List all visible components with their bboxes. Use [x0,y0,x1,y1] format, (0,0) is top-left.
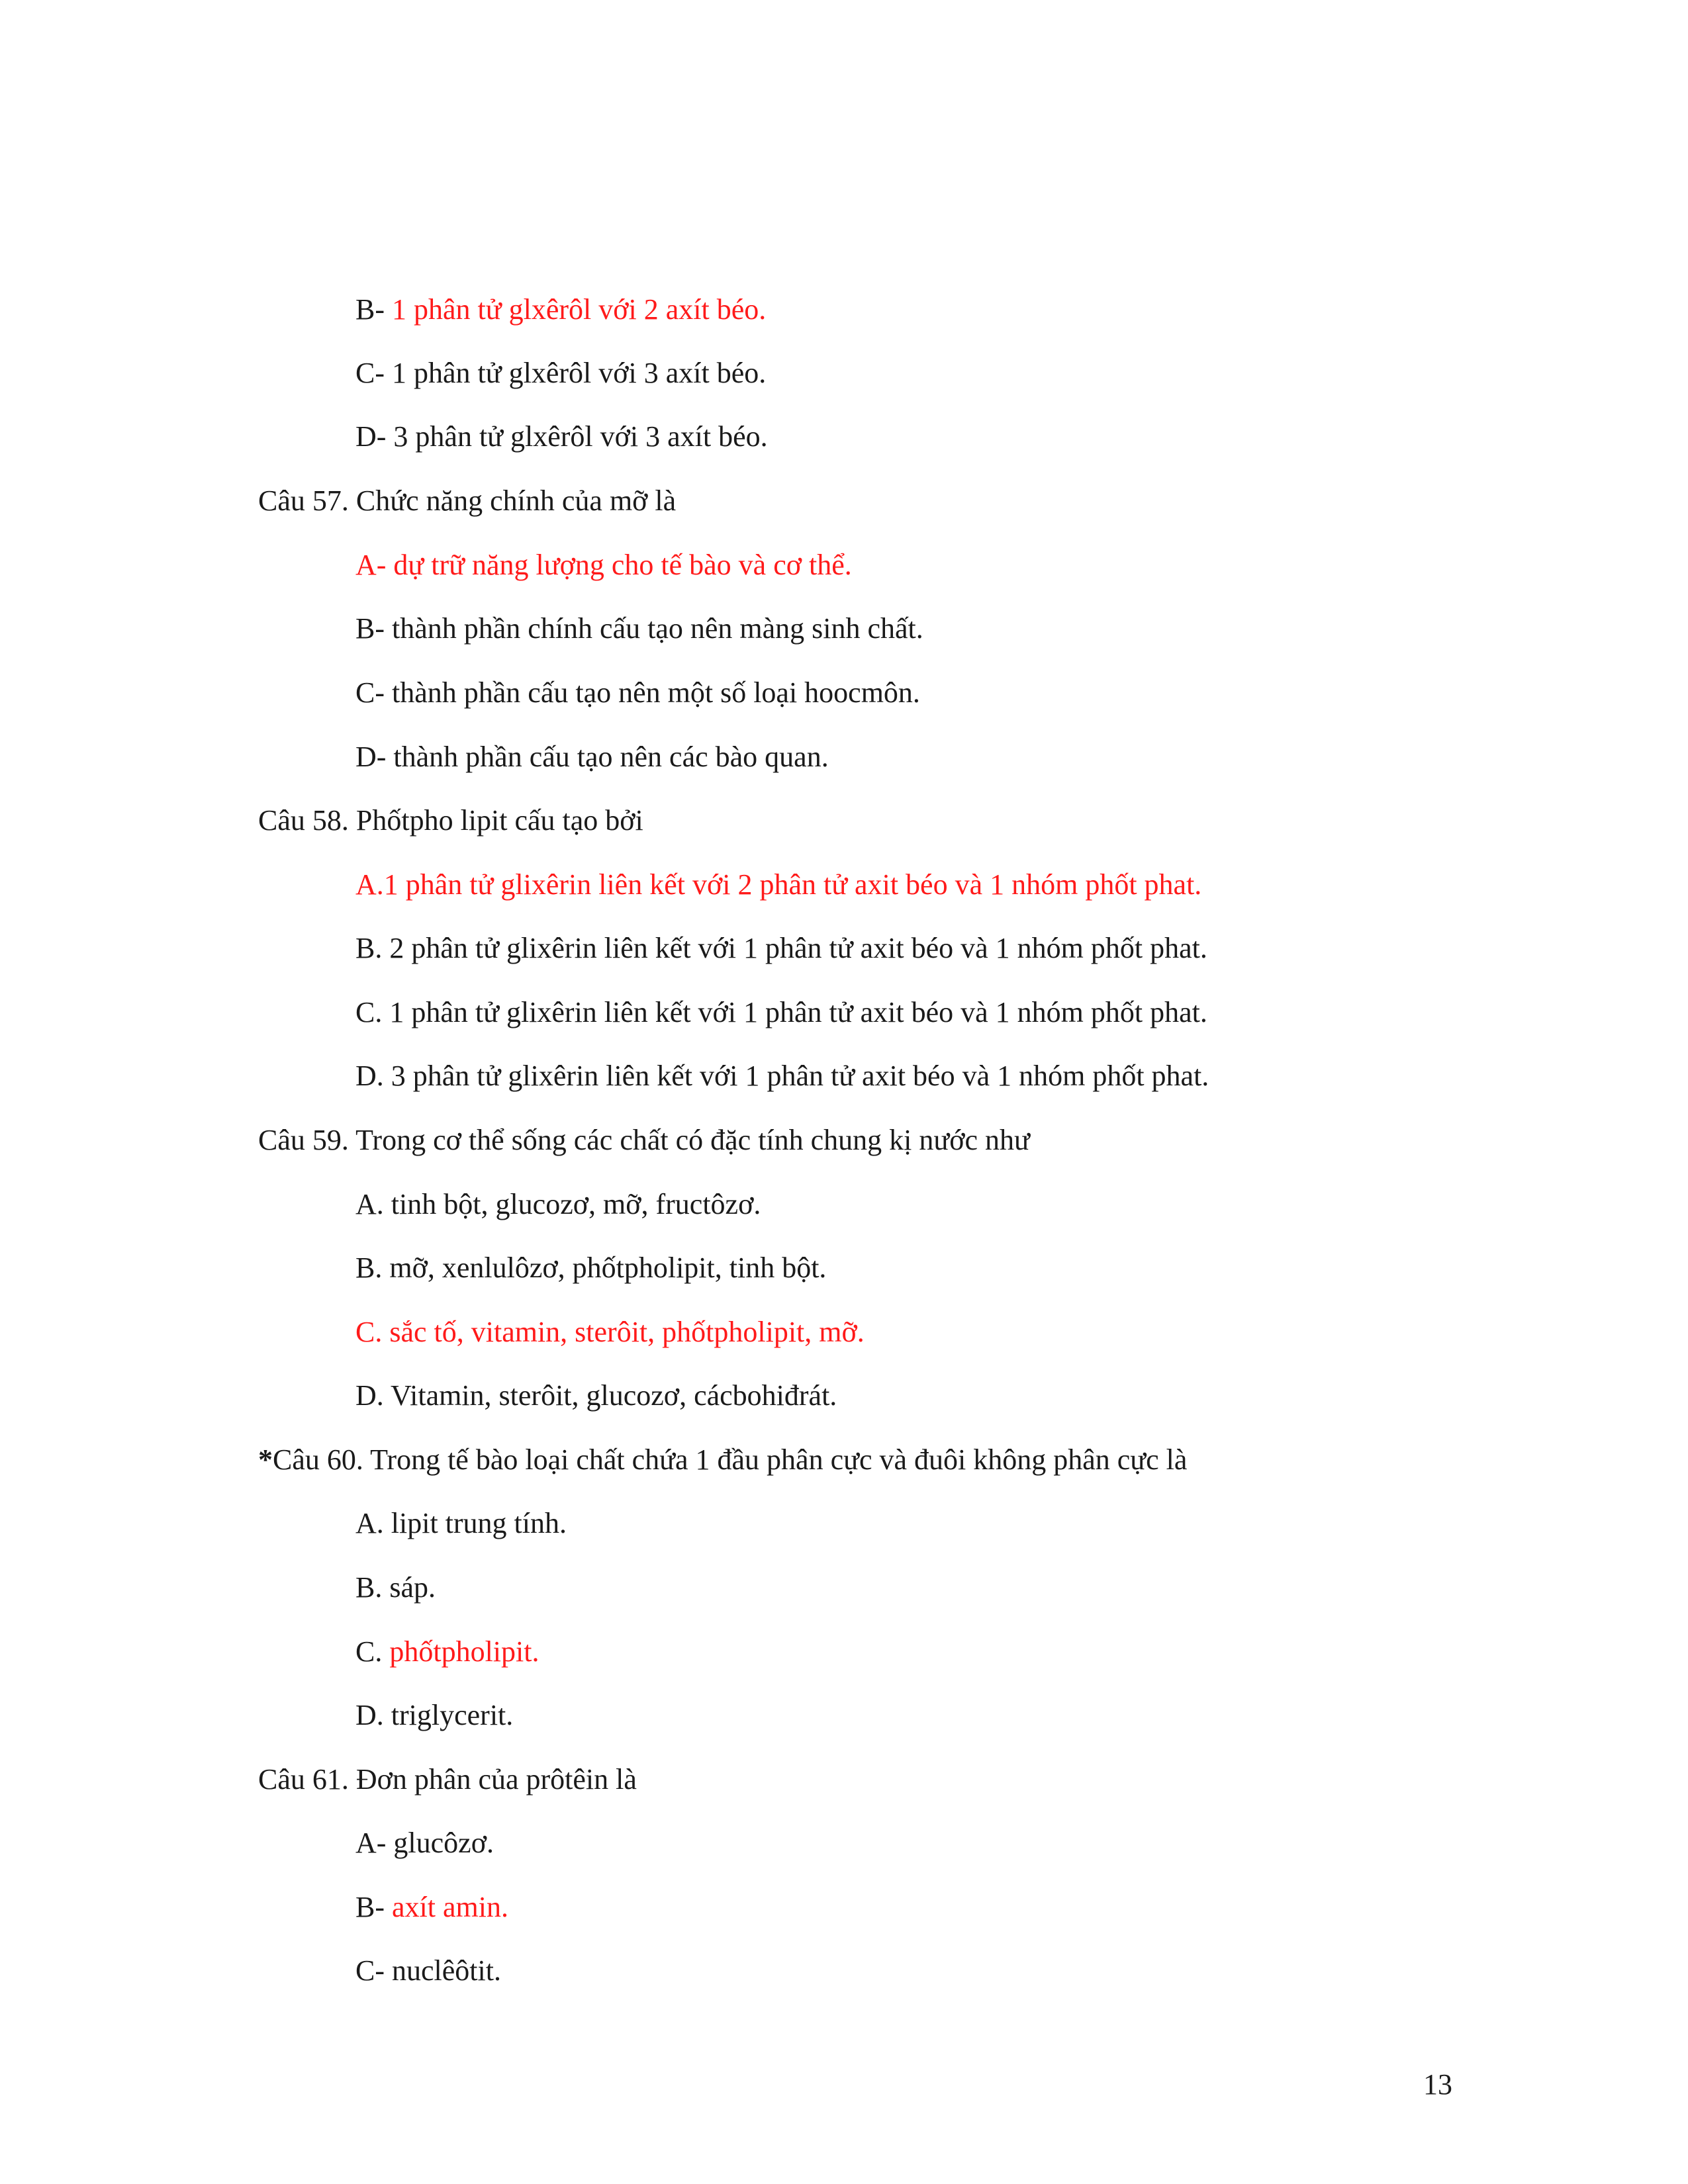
option-text: D- thành phần cấu tạo nên các bào quan. [355,741,829,773]
option-line [355,739,829,776]
option-line [355,1697,513,1734]
option-text: A. tinh bột, glucozơ, mỡ, fructôzơ. [355,1188,761,1220]
option-text: C- thành phần cấu tạo nên một số loại hoocmôn. [355,676,920,709]
question-line [258,1122,1030,1159]
option-label: B- [355,293,392,326]
option-text: B. 2 phân tử glixêrin liên kết với 1 phân tử axit béo và 1 nhóm phốt phat. [355,932,1207,964]
option-line [355,1250,826,1287]
option-text: C. 1 phân tử glixêrin liên kết với 1 phân tử axit béo và 1 nhóm phốt phat. [355,996,1207,1028]
page-number: 13 [1423,2068,1452,2101]
question-line [258,802,643,839]
option-line [355,1952,501,1989]
option-line [355,1186,761,1223]
option-line [355,1377,837,1414]
question-text: Câu 57. Chức năng chính của mỡ là [258,484,677,517]
option-line [355,1569,436,1606]
option-text: D. Vitamin, sterôit, glucozơ, cácbohiđrát. [355,1379,837,1412]
option-line [355,674,920,711]
option-line [355,291,766,328]
option-text: C- nuclêôtit. [355,1954,501,1987]
option-text-answer: 1 phân tử glxêrôl với 2 axít béo. [392,293,767,326]
option-text-answer: phốtpholipit. [389,1635,539,1668]
option-line [355,1889,508,1926]
question-text: Câu 58. Phốtpho lipit cấu tạo bởi [258,804,643,837]
option-text-answer: axít amin. [392,1891,508,1923]
option-line [355,610,923,647]
option-label: B- [355,1891,392,1923]
option-line [355,1058,1209,1095]
option-line [355,418,768,455]
option-label: C. [355,1635,390,1668]
option-text: D. 3 phân tử glixêrin liên kết với 1 phân tử axit béo và 1 nhóm phốt phat. [355,1060,1209,1092]
question-text: Câu 61. Đơn phân của prôtêin là [258,1763,637,1796]
option-text: A- glucôzơ. [355,1827,494,1859]
option-text-answer: C. sắc tố, vitamin, sterôit, phốtpholipit, mỡ. [355,1316,865,1348]
option-text-answer: A- dự trữ năng lượng cho tế bào và cơ thể. [355,549,852,581]
option-text-answer: A.1 phân tử glixêrin liên kết với 2 phân tử axit béo và 1 nhóm phốt phat. [355,868,1202,901]
option-text: C- 1 phân tử glxêrôl với 3 axít béo. [355,357,767,389]
question-line [258,482,676,520]
option-line [355,1825,494,1862]
option-line-answer [355,547,852,584]
question-line [258,1441,1187,1479]
option-line-answer [355,866,1201,903]
option-line [355,1633,539,1670]
question-text: Câu 59. Trong cơ thể sống các chất có đặc tính chung kị nước như [258,1124,1030,1156]
question-star-marker: * [258,1443,273,1476]
option-line [355,1505,567,1542]
option-text: A. lipit trung tính. [355,1507,567,1539]
option-text: B- thành phần chính cấu tạo nên màng sinh chất. [355,612,923,645]
option-text: B. sáp. [355,1571,436,1604]
option-line [355,930,1207,967]
question-line [258,1761,637,1798]
option-text: D. triglycerit. [355,1699,514,1731]
option-text: B. mỡ, xenlulôzơ, phốtpholipit, tinh bột. [355,1251,827,1284]
option-line [355,994,1207,1031]
option-text: D- 3 phân tử glxêrôl với 3 axít béo. [355,420,768,453]
option-line-answer [355,1314,865,1351]
question-text: Câu 60. Trong tế bào loại chất chứa 1 đầu phân cực và đuôi không phân cực là [273,1443,1188,1476]
option-line [355,355,766,392]
